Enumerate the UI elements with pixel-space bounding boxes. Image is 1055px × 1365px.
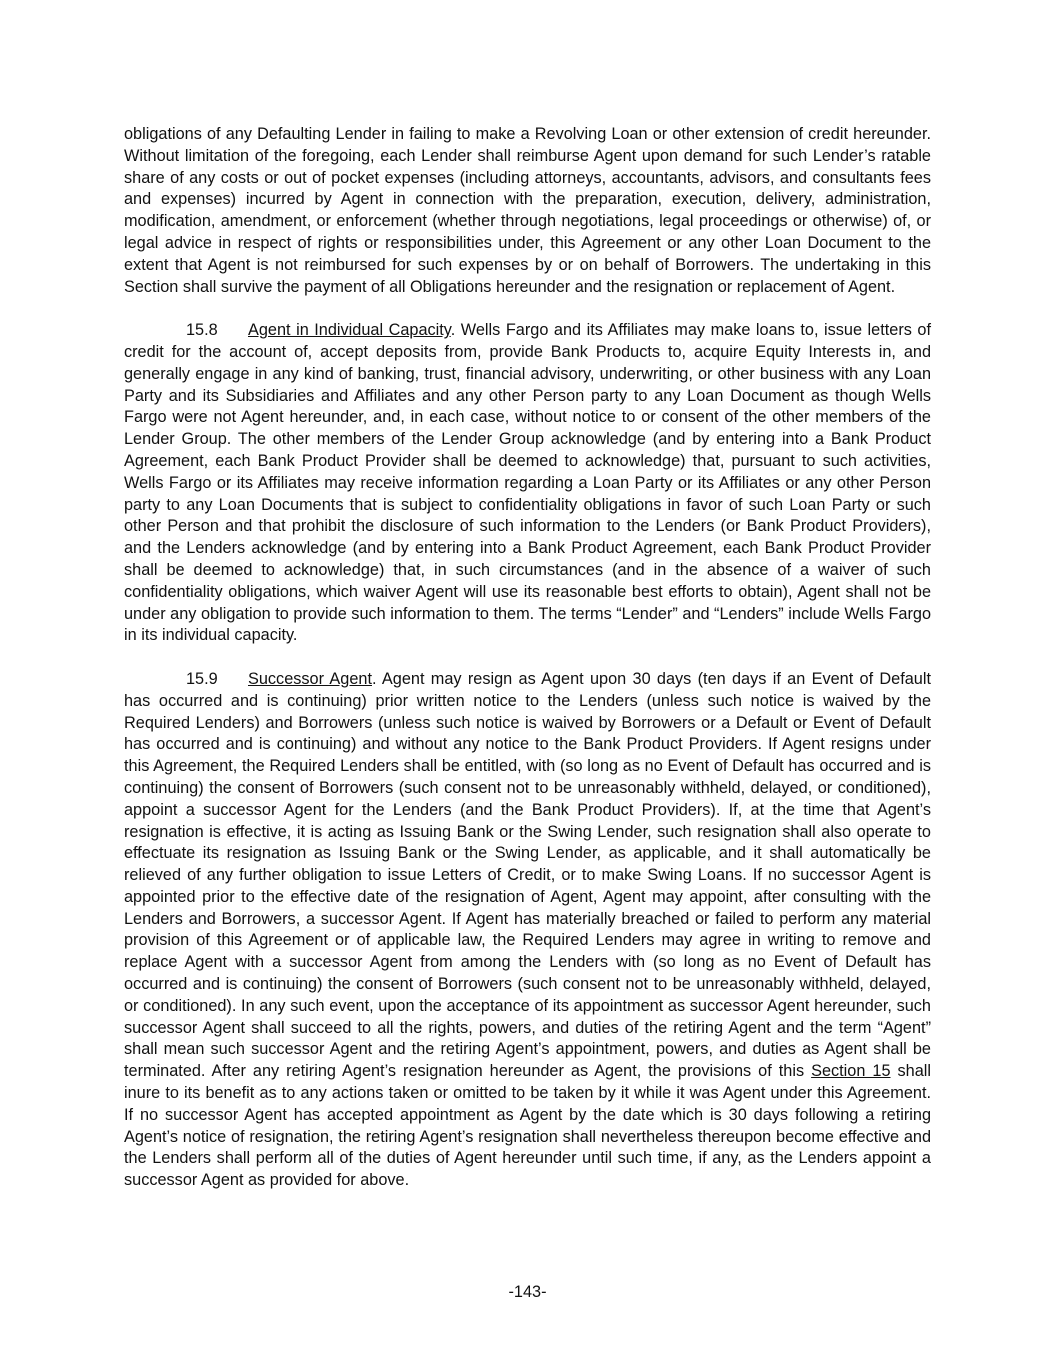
section-15-9	[124, 669, 931, 1192]
paragraph-text: obligations of any Defaulting Lender in failing to make a Revolving Loan or other extension of credit hereunder. Without limitation of the foregoing, each Lender shall reimburse Agent upon demand for such Lender’s ratable share of any costs or out of pocket expenses (including attorneys, accountants, advisors, and consultants fees and expenses) incurred by Agent in connection with the preparation, execution, delivery, administration, modification, amendment, or enforcement (whether through negotiations, legal proceedings or otherwise) of, or legal advice in respect of rights or responsibilities under, this Agreement or any other Loan Document to the extent that Agent is not reimbursed for such expenses by or on behalf of Borrowers. The undertaking in this Section shall survive the payment of all Obligations hereunder and the resignation or replacement of Agent.	[124, 125, 931, 296]
section-number: 15.8	[186, 321, 218, 340]
paragraph-continuation	[124, 124, 931, 298]
section-text: . Agent may resign as Agent upon 30 days (ten days if an Event of Default has occurred and is continuing) prior written notice to the Lenders (unless such notice is waived by the Required Lenders) and Borrowers (unless such notice is waived by Borrowers or a Default or Event of Default has occurred and is continuing) and without any notice to the Bank Product Providers. If Agent resigns under this Agreement, the Required Lenders shall be entitled, with (so long as no Event of Default has occurred and is continuing) the consent of Borrowers (such consent not to be unreasonably withheld, delayed, or conditioned), appoint a successor Agent for the Lenders (and the Bank Product Providers). If, at the time that Agent’s resignation is effective, it is acting as Issuing Bank or the Swing Lender, such resignation shall also operate to effectuate its resignation as Issuing Bank or the Swing Lender, as applicable, and it shall automatically be relieved of any further obligation to issue Letters of Credit, or to make Swing Loans. If no successor Agent is appointed prior to the effective date of the resignation of Agent, Agent may appoint, after consulting with the Lenders and Borrowers, a successor Agent. If Agent has materially breached or failed to perform any material provision of this Agreement or of applicable law, the Required Lenders may agree in writing to remove and replace Agent with a successor Agent from among the Lenders with (so long as no Event of Default has occurred and is continuing) the consent of Borrowers (such consent not to be unreasonably withheld, delayed, or conditioned). In any such event, upon the acceptance of its appointment as successor Agent hereunder, such successor Agent shall succeed to all the rights, powers, and duties of the retiring Agent and the term “Agent” shall mean such successor Agent and the retiring Agent’s appointment, powers, and duties as Agent shall be terminated. After any retiring Agent’s resignation hereunder as Agent, the provisions of this	[124, 669, 932, 1081]
section-cross-reference: Section 15	[811, 1062, 891, 1081]
section-heading: Agent in Individual Capacity	[248, 321, 451, 340]
page-number: -143-	[508, 1283, 547, 1301]
section-text-continued: shall inure to its benefit as to any actions taken or omitted to be taken by it while it was Agent under this Agreement. If no successor Agent has accepted appointment as Agent by the date which is 30 days following a retiring Agent’s notice of resignation, the retiring Agent’s resignation shall nevertheless thereupon become effective and the Lenders shall perform all of the duties of Agent hereunder until such time, if any, as the Lenders appoint a successor Agent as provided for above.	[124, 1062, 931, 1190]
section-number: 15.9	[186, 669, 218, 688]
section-text: . Wells Fargo and its Affiliates may make loans to, issue letters of credit for the account of, accept deposits from, provide Bank Products to, acquire Equity Interests in, and generally engage in any kind of banking, trust, financial advisory, underwriting, or other business with any Loan Party and its Subsidiaries and Affiliates and any other Person party to any Loan Document as though Wells Fargo were not Agent hereunder, and, in each case, without notice to or consent of the other members of the Lender Group. The other members of the Lender Group acknowledge (and by entering into a Bank Product Agreement, each Bank Product Provider shall be deemed to acknowledge) that, pursuant to such activities, Wells Fargo or its Affiliates may receive information regarding a Loan Party or its Affiliates or any other Person party to any Loan Documents that is subject to confidentiality obligations in favor of such Loan Party or such other Person and that prohibit the disclosure of such information to the Lenders (or Bank Product Providers), and the Lenders acknowledge (and by entering into a Bank Product Agreement, each Bank Product Provider shall be deemed to acknowledge) that, in such circumstances (and in the absence of a waiver of such confidentiality obligations, which waiver Agent will use its reasonable best efforts to obtain), Agent shall not be under any obligation to provide such information to them. The terms “Lender” and “Lenders” include Wells Fargo in its individual capacity.	[124, 321, 931, 645]
section-heading: Successor Agent	[248, 669, 372, 688]
document-body	[124, 124, 931, 1214]
section-15-8	[124, 320, 931, 647]
